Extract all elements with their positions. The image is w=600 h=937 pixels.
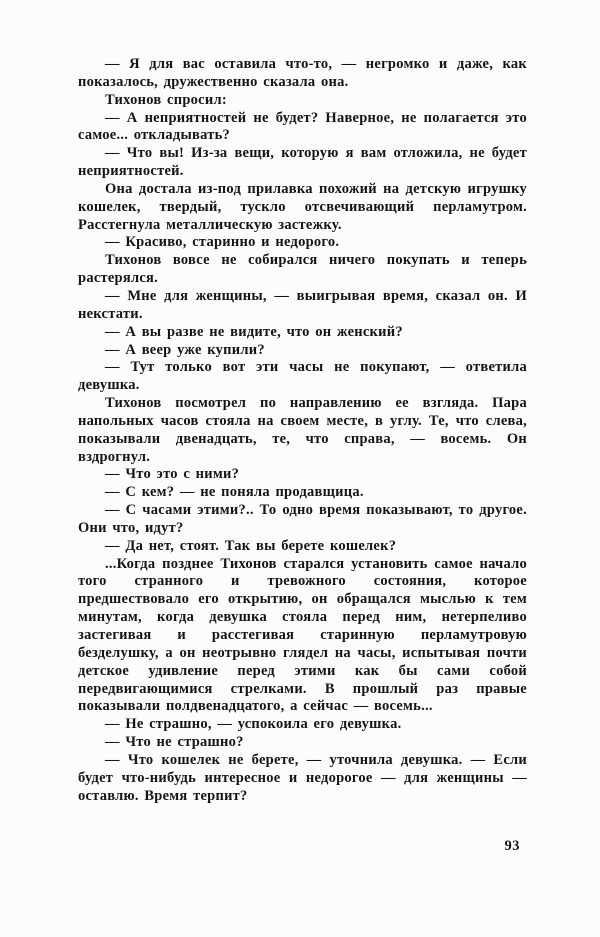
paragraph: ...Когда позднее Тихонов старался установить самое начало того странного и тревожного состояния, которое предшествовало его открытию, он обращался мыслью к тем минутам, когда девушка стояла перед ним, нетерпеливо застегивая и расстегивая старинную перламутровую безделушку, а он неотрывно глядел на часы, испытывая почти детское удивление перед этими как бы сами собой передвигающимися стрелками. В прошлый раз правые показывали полдвенадцатого, а сейчас — восемь... bbox=[78, 555, 527, 715]
paragraph: — А веер уже купили? bbox=[105, 341, 265, 358]
paragraph: Тихонов вовсе не собирался ничего покупать и теперь растерялся. bbox=[78, 252, 527, 287]
paragraph: — Мне для женщины, — выигрывая время, сказал он. И некстати. bbox=[78, 287, 527, 322]
paragraph: — Что вы! Из-за вещи, которую я вам отложила, не будет неприятностей. bbox=[78, 145, 527, 180]
paragraph: — Что кошелек не берете, — уточнила девушка. — Если будет что-нибудь интересное и недорогое — для женщины — оставлю. Время терпит? bbox=[78, 751, 527, 804]
paragraph: — С кем? — не поняла продавщица. bbox=[105, 484, 364, 501]
paragraph: — А вы разве не видите, что он женский? bbox=[105, 323, 403, 340]
paragraph: Тихонов спросил: bbox=[105, 91, 227, 108]
paragraph: — Не страшно, — успокоила его девушка. bbox=[105, 716, 402, 733]
paragraph: — Красиво, старинно и недорого. bbox=[105, 234, 340, 251]
paragraph: — Что это с ними? bbox=[105, 466, 240, 483]
paragraph: Тихонов посмотрел по направлению ее взгляда. Пара напольных часов стояла на своем месте, в углу. Те, что слева, показывали двенадцать, те, что справа, — восемь. Он вздрогнул. bbox=[78, 395, 527, 465]
paragraph: — Что не страшно? bbox=[105, 734, 244, 751]
paragraph: Она достала из-под прилавка похожий на детскую игрушку кошелек, твердый, тускло отсвечивающий перламутром. Расстегнула металлическую застежку. bbox=[78, 180, 527, 233]
paragraph: — Да нет, стоят. Так вы берете кошелек? bbox=[105, 537, 397, 554]
paragraph: — С часами этими?.. То одно время показывают, то другое. Они что, идут? bbox=[78, 502, 527, 536]
text-block bbox=[78, 56, 527, 805]
page-number: 93 bbox=[504, 838, 520, 854]
paragraph: — Я для вас оставила что-то, — негромко и даже, как показалось, дружественно сказала она. bbox=[78, 56, 527, 90]
paragraph: — Тут только вот эти часы не покупают, — ответила девушка. bbox=[78, 359, 527, 394]
paragraph: — А неприятностей не будет? Наверное, не полагается это самое... откладывать? bbox=[78, 109, 527, 144]
